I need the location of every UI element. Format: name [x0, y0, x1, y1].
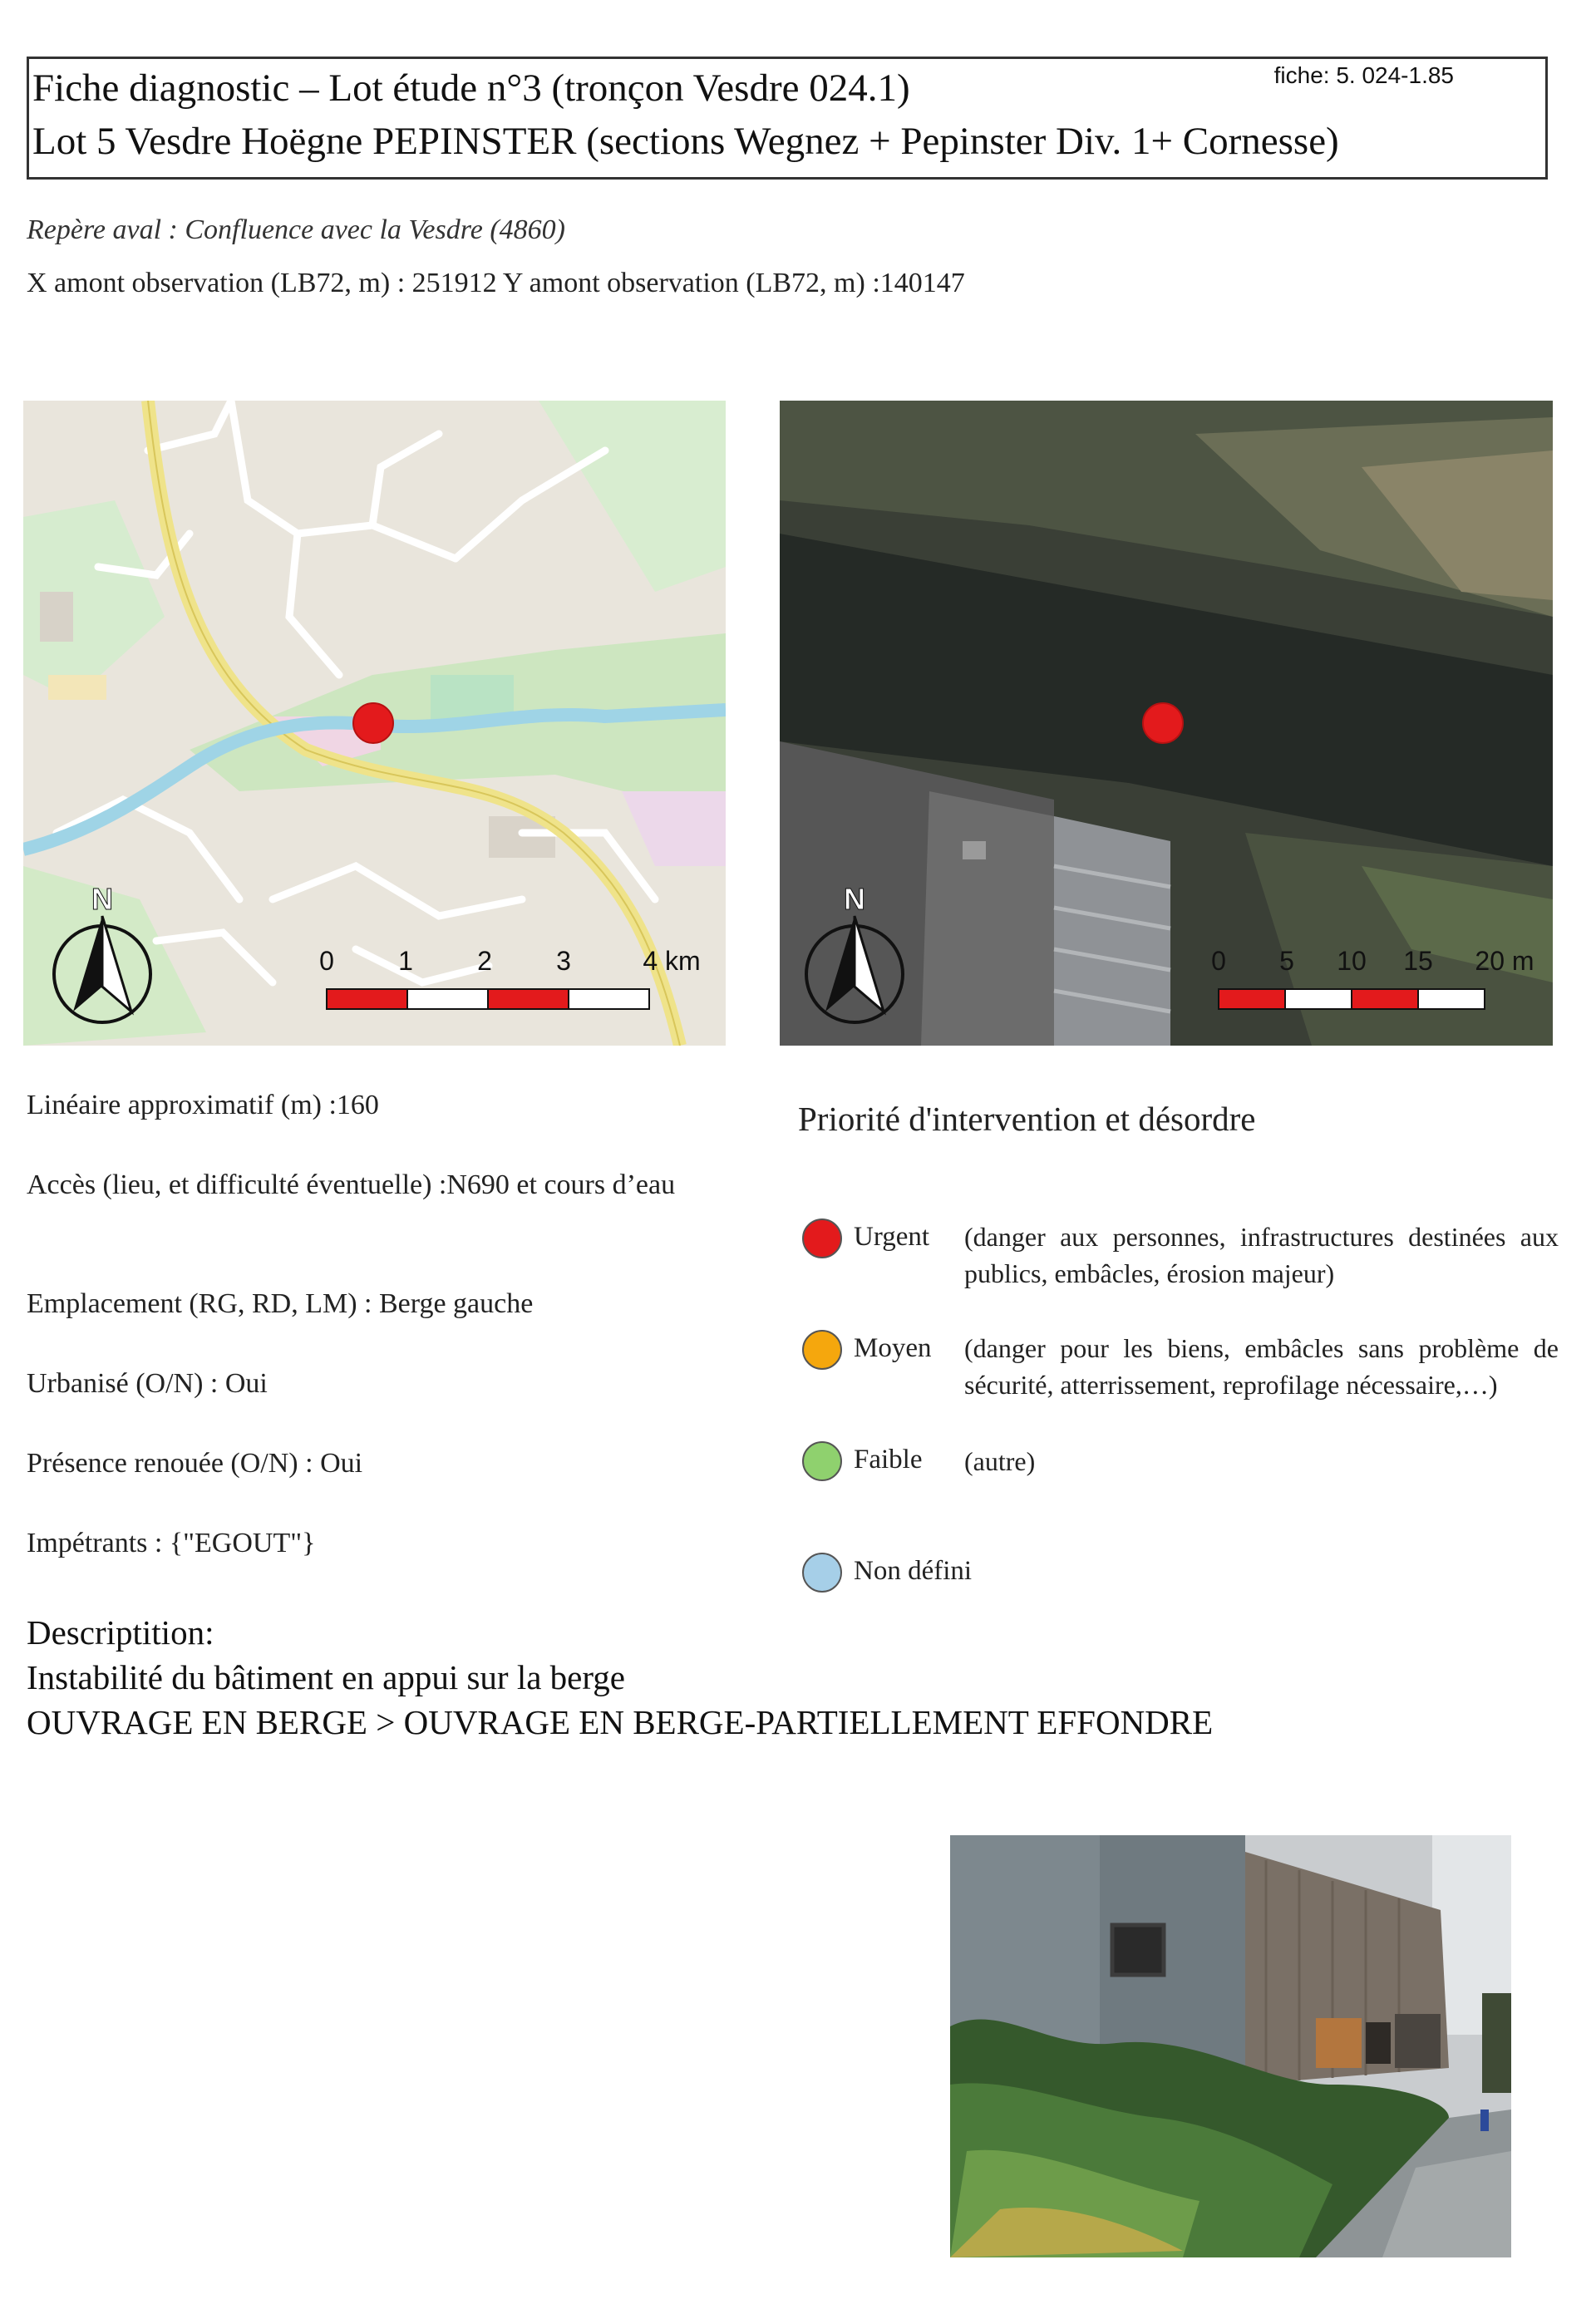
field-urbanised: Urbanisé (O/N) : Oui [27, 1368, 268, 1399]
legend-title: Priorité d'intervention et désordre [798, 1100, 1256, 1138]
medium-dot-icon [802, 1330, 842, 1370]
scale-tick: 3 [556, 946, 571, 976]
street-map-marker [353, 703, 393, 743]
field-knotweed: Présence renouée (O/N) : Oui [27, 1448, 363, 1479]
urgent-dot-icon [802, 1219, 842, 1258]
scale-tick: 0 [319, 946, 334, 976]
site-photo [950, 1835, 1511, 2257]
downstream-reference: Repère aval : Confluence avec la Vesdre (4860) [27, 214, 565, 245]
scale-tick: 0 [1211, 946, 1226, 976]
description-heading: Descriptition: [27, 1613, 214, 1652]
legend-item-urgent [802, 1219, 1559, 1327]
scale-tick: 1 [398, 946, 413, 976]
scale-tick: 15 [1403, 946, 1433, 976]
field-access: Accès (lieu, et difficulté éventuelle) :N690 et cours d’eau [27, 1169, 676, 1200]
aerial-map-marker [1143, 703, 1183, 743]
legend-description: (autre) [964, 1446, 1036, 1476]
legend-label: Faible [854, 1445, 923, 1475]
low-dot-icon [802, 1441, 842, 1481]
street-map [23, 401, 726, 1046]
scale-tick: 10 [1337, 946, 1367, 976]
undefined-dot-icon [802, 1553, 842, 1593]
fiche-number: fiche: 5. 024-1.85 [1273, 62, 1454, 88]
legend-description: (danger aux personnes, infrastructures destinées aux publics, embâcles, érosion majeur) [964, 1222, 1559, 1288]
observation-coordinates: X amont observation (LB72, m) : 251912 Y amont observation (LB72, m) :140147 [27, 268, 965, 298]
header-title-line2: Lot 5 Vesdre Hoëgne PEPINSTER (sections Wegnez + Pepinster Div. 1+ Cornesse) [32, 120, 1339, 163]
field-location: Emplacement (RG, RD, LM) : Berge gauche [27, 1288, 534, 1319]
legend-description: (danger pour les biens, embâcles sans problème de sécurité, atterrissement, reprofilage nécessaire,…) [964, 1333, 1559, 1400]
legend-item-moyen [802, 1330, 1559, 1438]
legend-label: Moyen [854, 1333, 932, 1363]
scale-tick: 2 [477, 946, 492, 976]
aerial-map [780, 401, 1553, 1046]
description-line-2: OUVRAGE EN BERGE > OUVRAGE EN BERGE-PARTIELLEMENT EFFONDRE [27, 1703, 1214, 1741]
legend-item-undefined [802, 1553, 1559, 1603]
legend-label: Non défini [854, 1556, 973, 1586]
legend-item-faible [802, 1441, 1559, 1491]
header-title-line1: Fiche diagnostic – Lot étude n°3 (tronçon Vesdre 024.1) [32, 66, 910, 110]
scale-tick: 20 m [1475, 946, 1534, 976]
legend-label: Urgent [854, 1222, 930, 1252]
field-utilities: Impétrants : {"EGOUT"} [27, 1528, 316, 1558]
description-line-1: Instabilité du bâtiment en appui sur la berge [27, 1658, 625, 1696]
scale-tick: 5 [1279, 946, 1294, 976]
aerial-map-north-label: N [844, 882, 865, 916]
field-linear-length: Linéaire approximatif (m) :160 [27, 1090, 379, 1120]
header-box [27, 57, 1548, 180]
street-map-north-label: N [91, 882, 113, 916]
scale-tick: 4 km [643, 946, 701, 976]
